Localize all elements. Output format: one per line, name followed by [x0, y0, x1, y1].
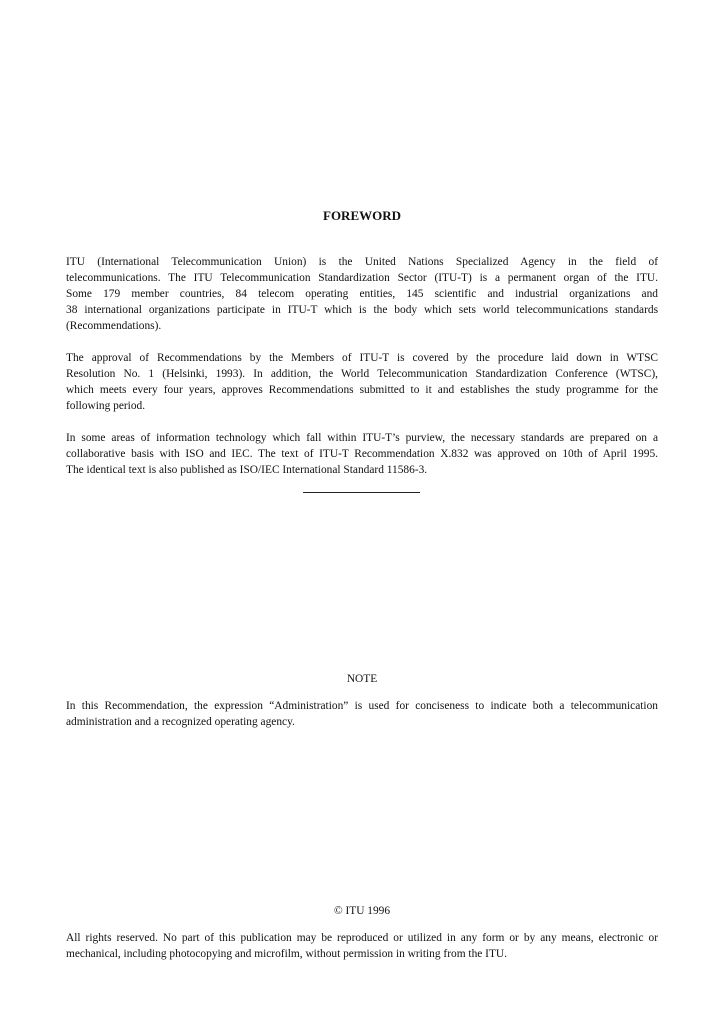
note-heading: NOTE — [346, 673, 378, 685]
text-line: (Recommendations). — [66, 320, 162, 332]
text-line: The approval of Recommendations by the Members of ITU-T is covered by the procedure laid down in WTSC — [66, 352, 658, 364]
foreword-paragraph-2 — [66, 350, 658, 414]
text-line: Resolution No. 1 (Helsinki, 1993). In addition, the World Telecommunication Standardization Conference (WTSC), — [66, 368, 658, 380]
foreword-paragraph-3 — [66, 430, 658, 478]
foreword-paragraph-1 — [66, 254, 658, 334]
text-line: In some areas of information technology which fall within ITU-T’s purview, the necessary standards are prepared on a — [66, 432, 658, 444]
text-line: All rights reserved. No part of this publication may be reproduced or utilized in any form or by any means, electronic or — [66, 932, 658, 944]
text-line: ITU (International Telecommunication Union) is the United Nations Specialized Agency in the field of — [66, 256, 658, 268]
text-line: 38 international organizations participate in ITU-T which is the body which sets world telecommunications standards — [66, 304, 658, 316]
text-line: administration and a recognized operating agency. — [66, 716, 295, 728]
foreword-heading: FOREWORD — [323, 208, 401, 223]
text-line: which meets every four years, approves Recommendations submitted to it and establishes the study programme for the — [66, 384, 658, 396]
section-divider — [303, 492, 420, 493]
text-line: In this Recommendation, the expression “Administration” is used for conciseness to indicate both a telecommunication — [66, 700, 658, 712]
text-line: Some 179 member countries, 84 telecom operating entities, 145 scientific and industrial organizations and — [66, 288, 658, 300]
text-line: telecommunications. The ITU Telecommunication Standardization Sector (ITU-T) is a permanent organ of the ITU. — [66, 272, 658, 284]
text-line: mechanical, including photocopying and microfilm, without permission in writing from the ITU. — [66, 948, 507, 960]
note-paragraph — [66, 698, 658, 730]
text-line: following period. — [66, 400, 146, 412]
copyright-notice: © ITU 1996 — [333, 905, 391, 917]
text-line: The identical text is also published as ISO/IEC International Standard 11586-3. — [66, 464, 428, 476]
text-line: collaborative basis with ISO and IEC. The text of ITU-T Recommendation X.832 was approved on 10th of April 1995. — [66, 448, 658, 460]
rights-paragraph — [66, 930, 658, 962]
